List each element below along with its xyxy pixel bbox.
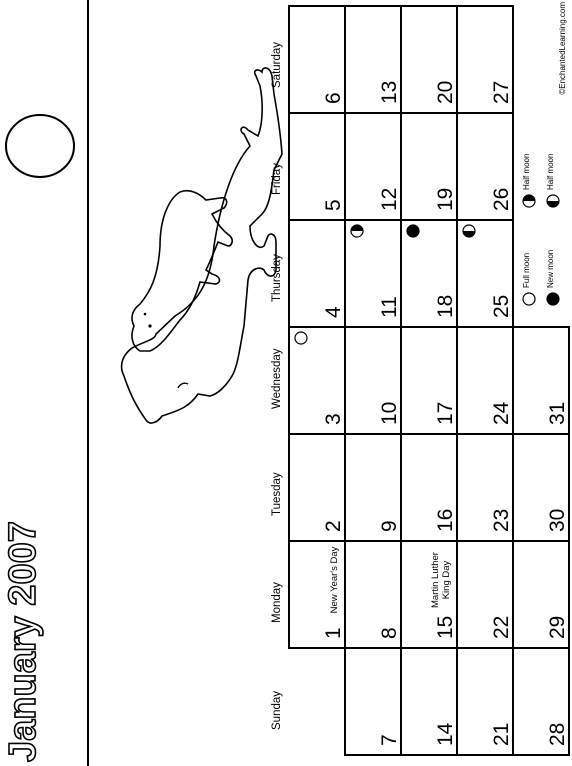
calendar-day-cell[interactable] [344, 112, 402, 221]
calendar-day-cell[interactable] [400, 219, 458, 328]
full-moon-icon [522, 292, 536, 306]
day-number: 9 [378, 520, 401, 532]
calendar-day-cell[interactable] [344, 219, 402, 328]
calendar-day-cell[interactable] [456, 219, 514, 328]
new-moon-icon [406, 224, 420, 238]
calendar-day-cell[interactable] [456, 433, 514, 542]
day-number: 17 [434, 401, 457, 425]
day-number: 15 [434, 615, 457, 639]
day-number: 18 [434, 294, 457, 318]
day-number: 4 [322, 306, 345, 318]
day-name: Friday [271, 163, 283, 195]
day-number: 21 [490, 722, 513, 746]
calendar-day-cell[interactable] [400, 326, 458, 435]
calendar-day-cell[interactable] [288, 112, 346, 221]
day-number: 5 [322, 199, 345, 211]
day-number: 25 [490, 294, 513, 318]
calendar-day-cell[interactable] [512, 647, 570, 756]
small-bear-icon [132, 191, 232, 351]
day-number: 7 [378, 734, 401, 746]
day-number: 3 [322, 413, 345, 425]
calendar-day-cell[interactable] [512, 540, 570, 649]
day-number: 28 [546, 722, 569, 746]
half-moon-icon [350, 224, 364, 238]
calendar-day-cell[interactable] [456, 540, 514, 649]
calendar-day-cell[interactable] [400, 5, 458, 114]
day-number: 20 [434, 80, 457, 104]
calendar-day-cell[interactable] [400, 540, 458, 649]
new-moon-icon [546, 292, 560, 306]
calendar-day-cell[interactable] [288, 5, 346, 114]
day-number: 30 [546, 508, 569, 532]
calendar-day-cell[interactable] [288, 219, 346, 328]
legend-half-moon-2: Half moon [546, 153, 555, 190]
calendar-day-cell[interactable] [288, 326, 346, 435]
calendar-day-cell[interactable] [400, 112, 458, 221]
calendar-day-cell[interactable] [456, 5, 514, 114]
sun-icon [6, 115, 74, 177]
day-number: 16 [434, 508, 457, 532]
day-number: 11 [378, 296, 401, 318]
calendar-day-cell[interactable] [288, 433, 346, 542]
day-name: Monday [271, 582, 283, 623]
legend-full-moon: Full moon [522, 252, 531, 288]
holiday-label: New Year's Day [329, 546, 340, 614]
day-number: 19 [434, 187, 457, 211]
day-number: 24 [490, 401, 513, 425]
calendar-day-cell[interactable] [344, 433, 402, 542]
day-name: Sunday [271, 690, 283, 730]
calendar-day-cell[interactable] [288, 540, 346, 649]
page-title: January 2007 [2, 521, 44, 762]
half-moon-icon [522, 194, 536, 208]
calendar-day-cell[interactable] [456, 647, 514, 756]
day-number: 14 [434, 722, 457, 746]
day-number: 22 [490, 615, 513, 639]
day-number: 10 [378, 401, 401, 425]
legend-half-moon-1: Half moon [522, 153, 531, 190]
day-name: Tuesday [271, 472, 283, 516]
calendar-day-cell[interactable] [344, 326, 402, 435]
day-number: 6 [322, 92, 345, 104]
half-moon-icon [546, 194, 560, 208]
day-number: 23 [490, 508, 513, 532]
holiday-label: Martin Luther King Day [430, 552, 452, 608]
day-number: 8 [378, 627, 401, 639]
calendar-day-cell[interactable] [400, 433, 458, 542]
day-name: Wednesday [271, 348, 283, 409]
calendar-day-cell[interactable] [344, 540, 402, 649]
half-moon-icon [462, 224, 476, 238]
large-bear-icon [122, 68, 282, 423]
calendar-day-cell[interactable] [400, 647, 458, 756]
day-number: 2 [322, 520, 345, 532]
day-number: 12 [378, 187, 401, 211]
calendar-day-cell[interactable] [456, 326, 514, 435]
calendar-day-cell[interactable] [512, 326, 570, 435]
day-name: Thursday [271, 254, 283, 302]
full-moon-icon [294, 331, 308, 345]
day-name: Saturday [271, 41, 283, 88]
day-number: 31 [546, 401, 569, 425]
calendar-day-cell[interactable] [344, 5, 402, 114]
day-number: 1 [322, 627, 345, 639]
calendar-day-cell[interactable] [344, 647, 402, 756]
copyright-text: ©EnchantedLearning.com [558, 2, 567, 95]
calendar-day-cell[interactable] [456, 112, 514, 221]
legend-new-moon: New moon [546, 249, 555, 288]
day-number: 27 [490, 80, 513, 104]
day-number: 13 [378, 80, 401, 104]
day-number: 29 [546, 615, 569, 639]
day-number: 26 [490, 187, 513, 211]
calendar-day-cell[interactable] [512, 433, 570, 542]
